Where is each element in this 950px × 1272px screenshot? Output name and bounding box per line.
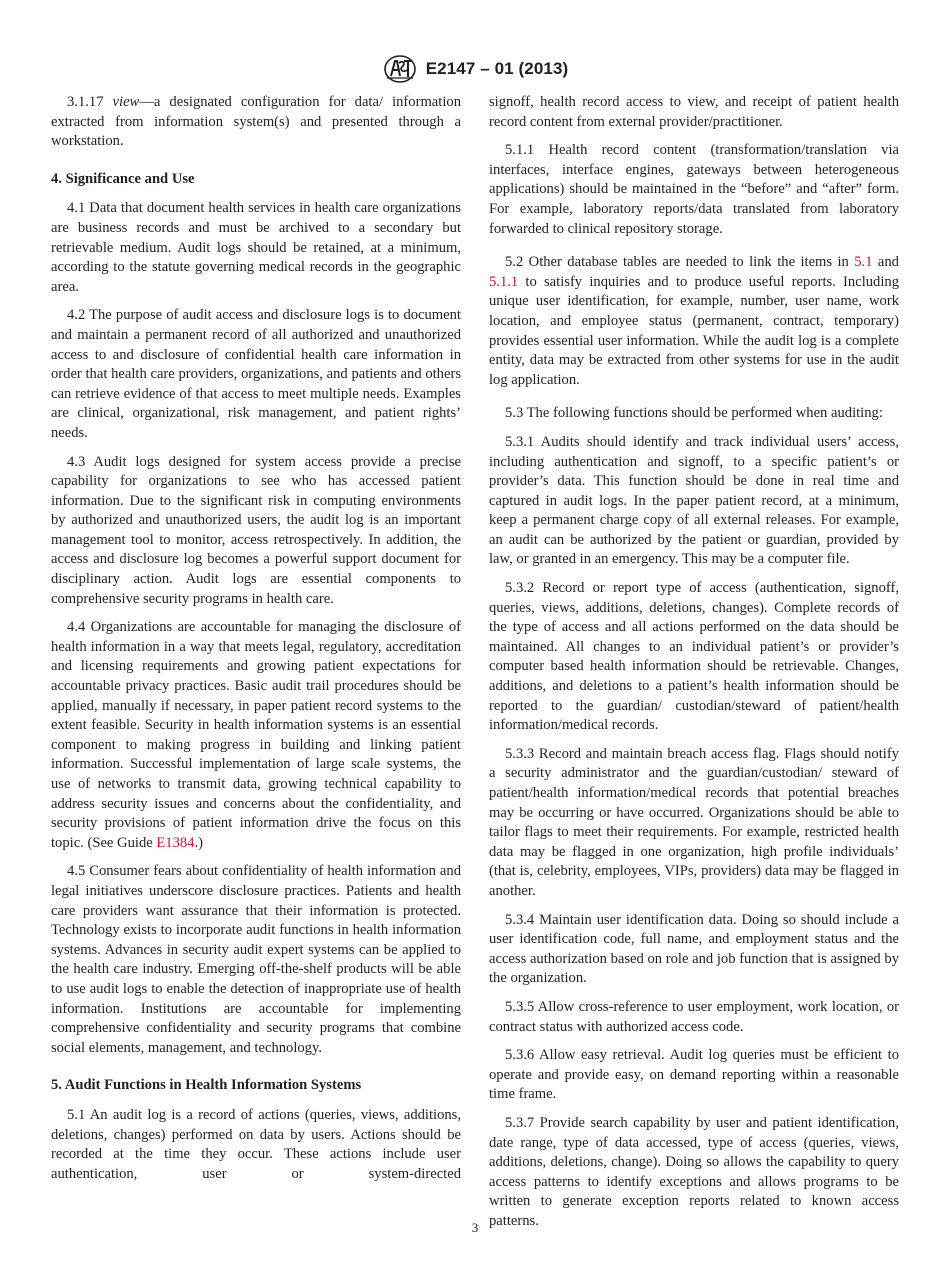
page-number: 3 (471, 1220, 479, 1235)
right-column (489, 93, 899, 1240)
paragraph-5-3-2: 5.3.2 Record or report type of access (authentication, signoff, queries, views, additions, deletions, changes). Complete records of the type of access and all actions performed on the data should be maintained. All changes to an individual patient’s or provider’s computer based health information should be retrievable. Changes, additions, and deletions to a patient’s health information should be reported to the guardian/ custodian/steward of patient/health information/medical records. (489, 580, 899, 734)
page-header (0, 54, 950, 84)
paragraph-5-1-1: 5.1.1 Health record content (transformation/translation via interfaces, interface engines, gateways between heterogeneous applications) should be maintained in the “before” and “after” form. For example, laboratory reports/data translated from laboratory forwarded to clinical repository storage. (489, 142, 899, 237)
section-heading-5: 5. Audit Functions in Health Information Systems (51, 1077, 362, 1094)
paragraph-5-3-3: 5.3.3 Record and maintain breach access flag. Flags should notify a security administrator and the guardian/custodian/ steward of patient/health information/medical records that potential breaches may be occurring or have occurred. Organizations should be able to tailor flags to meet their requirements. For example, restricted health data may be flagged in one organization, high profile individuals’ (that is, celebrity, employees, VIPs, providers) data may be flagged in another. (489, 745, 899, 899)
paragraph-5-1-end: signoff, health record access to view, and receipt of patient health record content from external provider/practitioner. (489, 94, 899, 130)
standard-id: E2147 – 01 (2013) (425, 59, 569, 78)
link-5-1[interactable]: 5.1 (854, 254, 873, 271)
paragraph-text: to satisfy inquiries and to produce useful reports. Including unique user identification, for example, number, user name, work location, and employee status (permanent, contract, temporary) provides essential user information. While the audit log is a complete entity, data may be extracted from other systems for use in the audit log application. (489, 273, 899, 388)
paragraph-4-2: 4.2 The purpose of audit access and disclosure logs is to document and maintain a permanent record of all authorized and unauthorized access to and disclosure of confidential health care information in order that health care providers, organizations, and patients and others can retrieve evidence of that access to meet multiple needs. Examples are clinical, organizational, risk management, and patient rights’ needs. (51, 307, 461, 441)
paragraph-5-3-6: 5.3.6 Allow easy retrieval. Audit log queries must be efficient to operate and provide easy, on demand reporting within a reasonable time frame. (489, 1047, 899, 1103)
paragraph-5-1-start: 5.1 An audit log is a record of actions (queries, views, additions, deletions, changes) performed on data by users. Actions should be recorded at the time they occur. These actions include user authentication, user or system-directed (51, 1106, 461, 1182)
paragraph-5-3-1: 5.3.1 Audits should identify and track individual users’ access, including authentication and signoff, to a specific patient’s or provider’s data. This function should be done in real time and captured in audit logs. In the paper patient record, at a minimum, keep a permanent charge copy of all external releases. For example, an audit can be authorized by the patient or guardian, provided by law, or granted in an emergency. This may be a computer file. (489, 433, 899, 568)
paragraph-text: 4.4 Organizations are accountable for managing the disclosure of health information in a way that meets legal, regulatory, accreditation and licensing requirements and growing patient expectations for accountable privacy practices. Basic audit trail procedures should be applied, manually if necessary, in paper patient record systems to the extent feasible. Security in health information systems is an essential component to making progress in building and linking patient information. Successful implementation of large scale systems, the use of networks to transmit data, growing technical capability to address security issues and concerns about the confidentiality, and security provisions of patient information drive the focus on this topic. (See Guide (51, 619, 461, 851)
link-e1384[interactable]: E1384 (156, 834, 195, 851)
paragraph-4-4 (51, 618, 461, 853)
paragraph-5-3-7: 5.3.7 Provide search capability by user and patient identification, date range, type of data accessed, type of access (queries, views, additions, deletions, change). Doing so allows the capability to query access patterns to identify exceptions and allows programs to be written to generate exception reports related to known access patterns. (489, 1114, 899, 1229)
paragraph-5-3-5: 5.3.5 Allow cross-reference to user employment, work location, or contract status with authorized access code. (489, 998, 899, 1035)
paragraph-4-5: 4.5 Consumer fears about confidentiality of health information and legal initiatives underscore disclosure practices. Patients and health care providers want assurance that their information is protected. Technology exists to incorporate audit functions in health information systems. Advances in security audit expert systems can be applied to the health care industry. Emerging off-the-shelf products will be able to use audit logs to enable the detection of inappropriate use of health information. Institutions are accountable for implementing comprehensive confidentiality and security programs that combine social elements, management, and technology. (51, 863, 461, 1056)
clause-number: 3.1.17 (67, 94, 113, 110)
paragraph-5-2 (489, 253, 899, 390)
defined-term: view (112, 94, 140, 110)
section-heading-4: 4. Significance and Use (51, 170, 195, 187)
paragraph-5-3: 5.3 The following functions should be performed when auditing: (505, 405, 883, 422)
definition-text: —a designated configuration for data/ information extracted from information system(s) and presented through a workstation. (51, 94, 461, 150)
astm-logo-icon (382, 54, 418, 84)
paragraph-tail: .) (194, 834, 203, 851)
left-column (51, 93, 461, 1193)
link-5-1-1[interactable]: 5.1.1 (489, 273, 519, 290)
paragraph-4-1: 4.1 Data that document health services in health care organizations are business records and must be archived to a secondary but retrievable medium. Audit logs should be retained, at a minimum, according to the statute governing medical records in the geographic area. (51, 200, 461, 295)
paragraph-4-3: 4.3 Audit logs designed for system access provide a precise capability for organizations to see who has accessed patient information. Due to the significant risk in computing environments by authorized and unauthorized users, the audit log is an important management tool to monitor, access retrospectively. In addition, the access and disclosure log becomes a powerful support document for disciplinary action. Audit logs are essential components to comprehensive security programs in health care. (51, 453, 461, 607)
paragraph-3-1-17 (51, 93, 461, 152)
paragraph-text: 5.2 Other database tables are needed to link the items in (505, 254, 855, 271)
paragraph-5-3-4: 5.3.4 Maintain user identification data. Doing so should include a user identification code, full name, and employment status and the access authorization based on role and job function that is assigned by the organization. (489, 911, 899, 987)
paragraph-text: and (872, 254, 899, 271)
